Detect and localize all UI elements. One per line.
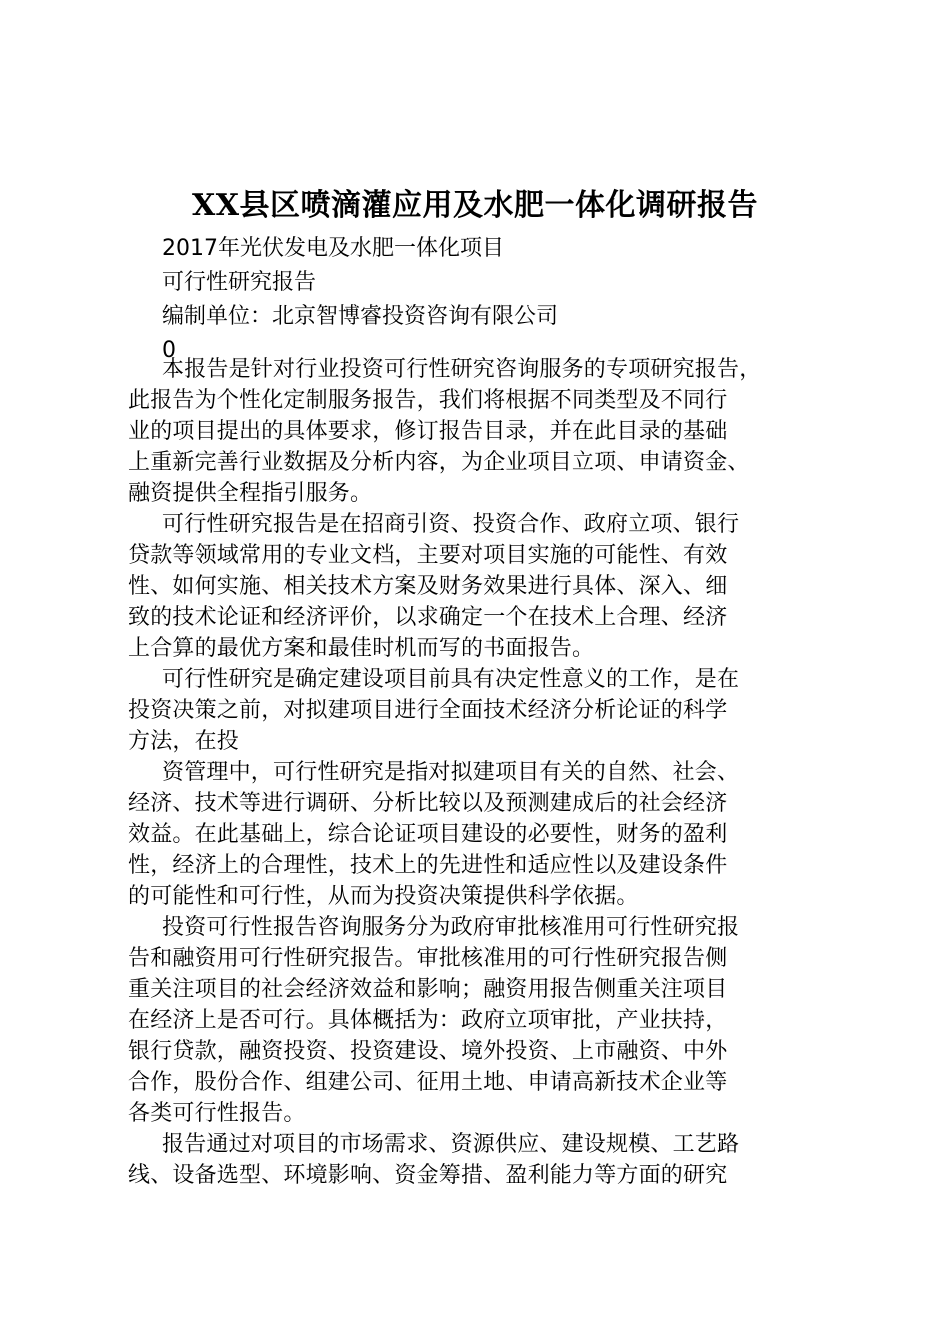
paragraph-line: 贷款等领域常用的专业文档，主要对项目实施的可能性、有效	[128, 543, 728, 568]
paragraph-line: 在经济上是否可行。具体概括为：政府立项审批，产业扶持，	[128, 1008, 728, 1033]
paragraph-line: 上重新完善行业数据及分析内容，为企业项目立项、申请资金、	[128, 450, 750, 475]
document-title: XX县区喷滴灌应用及水肥一体化调研报告	[191, 188, 759, 223]
paragraph-line: 重关注项目的社会经济效益和影响；融资用报告侧重关注项目	[128, 977, 728, 1002]
paragraph-line: 银行贷款，融资投资、投资建设、境外投资、上市融资、中外	[128, 1039, 728, 1064]
document-body	[128, 354, 828, 1191]
paragraph-line: 经济、技术等进行调研、分析比较以及预测建成后的社会经济	[128, 791, 728, 816]
paragraph-line: 上合算的最优方案和最佳时机而写的书面报告。	[128, 636, 595, 661]
paragraph-line: 线、设备选型、环境影响、资金筹措、盈利能力等方面的研究	[128, 1163, 728, 1188]
paragraph-line: 融资提供全程指引服务。	[128, 481, 373, 506]
paragraph-line: 可行性研究报告是在招商引资、投资合作、政府立项、银行	[162, 512, 740, 537]
paragraph-line: 性，经济上的合理性，技术上的先进性和适应性以及建设条件	[128, 853, 728, 878]
paragraph-line: 可行性研究是确定建设项目前具有决定性意义的工作，是在	[162, 667, 740, 692]
paragraph	[128, 757, 828, 912]
paragraph-line: 合作，股份合作、组建公司、征用土地、申请高新技术企业等	[128, 1070, 728, 1095]
paragraph-line: 本报告是针对行业投资可行性研究咨询服务的专项研究报告，	[162, 357, 762, 382]
paragraph	[128, 664, 828, 757]
paragraph-line: 投资决策之前，对拟建项目进行全面技术经济分析论证的科学	[128, 698, 728, 723]
paragraph-line: 效益。在此基础上，综合论证项目建设的必要性，财务的盈利	[128, 822, 728, 847]
paragraph-line: 业的项目提出的具体要求，修订报告目录，并在此目录的基础	[128, 419, 728, 444]
paragraph	[128, 509, 828, 664]
document-meta	[162, 232, 862, 368]
paragraph-line: 方法，在投	[128, 729, 240, 754]
paragraph-line: 的可能性和可行性，从而为投资决策提供科学依据。	[128, 884, 639, 909]
paragraph	[128, 912, 828, 1129]
meta-compiler: 编制单位：北京智博睿投资咨询有限公司	[162, 304, 559, 329]
meta-report-type: 可行性研究报告	[162, 270, 317, 295]
paragraph-line: 各类可行性报告。	[128, 1101, 306, 1126]
paragraph-line: 报告通过对项目的市场需求、资源供应、建设规模、工艺路	[162, 1132, 740, 1157]
paragraph-line: 性、如何实施、相关技术方案及财务效果进行具体、深入、细	[128, 574, 728, 599]
paragraph-line: 资管理中，可行性研究是指对拟建项目有关的自然、社会、	[162, 760, 740, 785]
paragraph	[128, 1129, 828, 1191]
paragraph-line: 投资可行性报告咨询服务分为政府审批核准用可行性研究报	[162, 915, 740, 940]
meta-project-line: 2017年光伏发电及水肥一体化项目	[162, 236, 504, 261]
paragraph-line: 致的技术论证和经济评价，以求确定一个在技术上合理、经济	[128, 605, 728, 630]
paragraph-line: 此报告为个性化定制服务报告，我们将根据不同类型及不同行	[128, 388, 728, 413]
paragraph-line: 告和融资用可行性研究报告。审批核准用的可行性研究报告侧	[128, 946, 728, 971]
paragraph	[128, 354, 828, 509]
meta-page-number: 0	[162, 338, 176, 363]
